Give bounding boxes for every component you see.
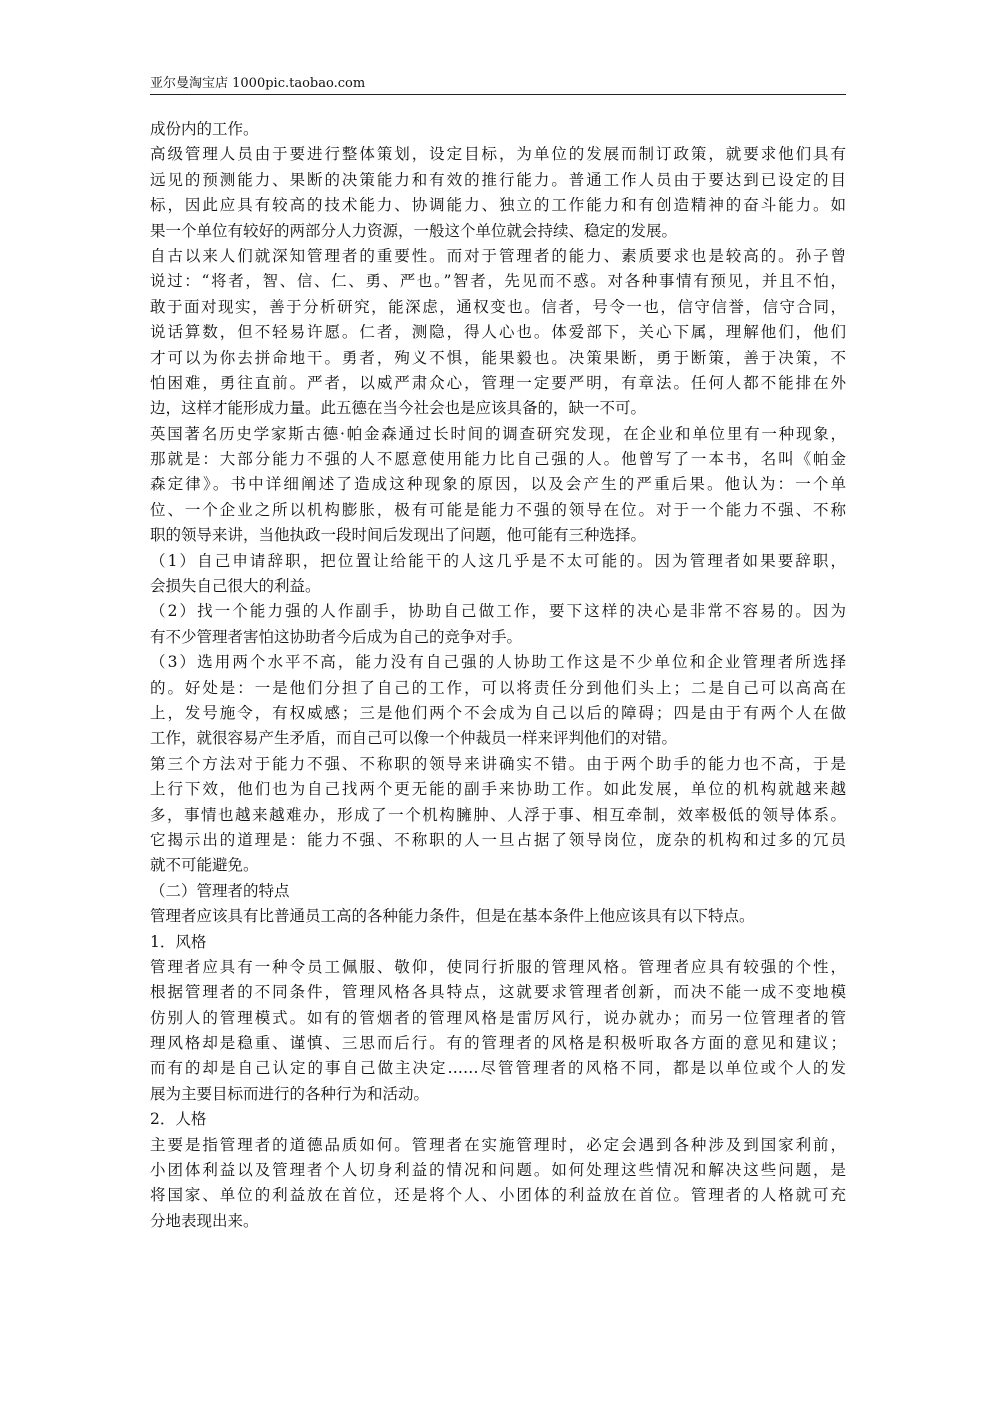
text-line: （1）自己申请辞职，把位置让给能干的人这几乎是不太可能的。因为管理者如果要辞职，	[150, 551, 846, 570]
text-line: 怕困难，勇往直前。严者，以威严肃众心，管理一定要严明，有章法。任何人都不能排在外	[150, 373, 846, 392]
text-line: 那就是：大部分能力不强的人不愿意使用能力比自己强的人。他曾写了一本书，名叫《帕金	[150, 450, 846, 469]
text-line: （2）找一个能力强的人作副手，协助自己做工作，要下这样的决心是非常不容易的。因为	[150, 602, 846, 621]
text-line: 上行下效，他们也为自己找两个更无能的副手来协助工作。如此发展，单位的机构就越来越	[150, 780, 846, 799]
text-line: 有不少管理者害怕这协助者今后成为自己的竞争对手。	[150, 627, 523, 646]
text-line: 的。好处是：一是他们分担了自己的工作，可以将责任分到他们头上；二是自己可以高高在	[150, 678, 846, 697]
text-line: 说过：“将者，智、信、仁、勇、严也。”智者，先见而不惑。对各种事情有预见，并且不怕，	[150, 272, 846, 291]
text-line: 说话算数，但不轻易许愿。仁者，测隐，得人心也。体爱部下，关心下属，理解他们，他们	[150, 323, 846, 342]
text-line: 而有的却是自己认定的事自己做主决定……尽管管理者的风格不同，都是以单位或个人的发	[150, 1059, 846, 1078]
text-line: 小团体利益以及管理者个人切身利益的情况和问题。如何处理这些情况和解决这些问题，是	[150, 1161, 846, 1180]
text-line: 将国家、单位的利益放在首位，还是将个人、小团体的利益放在首位。管理者的人格就可充	[150, 1186, 846, 1205]
text-line: 管理者应具有一种令员工佩服、敬仰，使同行折服的管理风格。管理者应具有较强的个性，	[150, 957, 846, 976]
text-line: 自古以来人们就深知管理者的重要性。而对于管理者的能力、素质要求也是较高的。孙子曾	[150, 246, 846, 265]
text-line: 才可以为你去拼命地干。勇者，殉义不惧，能果毅也。决策果断，勇于断策，善于决策，不	[150, 348, 846, 367]
text-line: 英国著名历史学家斯古德·帕金森通过长时间的调查研究发现，在企业和单位里有一种现象，	[150, 424, 846, 443]
text-line: 上，发号施令，有权威感；三是他们两个不会成为自己以后的障碍；四是由于有两个人在做	[150, 703, 846, 722]
text-line: 2．人格	[150, 1110, 207, 1129]
document-body	[150, 117, 846, 1234]
text-line: （3）选用两个水平不高，能力没有自己强的人协助工作这是不少单位和企业管理者所选择	[150, 653, 846, 672]
text-line: 管理者应该具有比普通员工高的各种能力条件，但是在基本条件上他应该具有以下特点。	[150, 907, 755, 926]
text-line: 敢于面对现实，善于分析研究，能深虑，通权变也。信者，号令一也，信守信誉，信守合同，	[150, 297, 846, 316]
text-line: 工作，就很容易产生矛盾，而自己可以像一个仲裁员一样来评判他们的对错。	[150, 729, 678, 748]
text-line: 远见的预测能力、果断的决策能力和有效的推行能力。普通工作人员由于要达到已设定的目	[150, 170, 846, 189]
text-line: 理风格却是稳重、谨慎、三思而后行。有的管理者的风格是积极听取各方面的意见和建议；	[150, 1034, 846, 1053]
text-line: 成份内的工作。	[150, 120, 259, 138]
text-line: 第三个方法对于能力不强、不称职的领导来讲确实不错。由于两个助手的能力也不高，于是	[150, 754, 846, 773]
header-text: 亚尔曼淘宝店 1000pic.taobao.com	[150, 76, 366, 91]
text-line: 多，事情也越来越难办，形成了一个机构臃肿、人浮于事、相互牵制，效率极低的领导体系。	[150, 805, 846, 824]
text-line: （二）管理者的特点	[150, 881, 290, 900]
text-line: 高级管理人员由于要进行整体策划，设定目标，为单位的发展而制订政策，就要求他们具有	[150, 145, 846, 164]
text-line: 边，这样才能形成力量。此五德在当今社会也是应该具备的，缺一不可。	[150, 399, 647, 418]
text-line: 分地表现出来。	[150, 1211, 259, 1230]
page-header	[150, 72, 846, 95]
text-line: 根据管理者的不同条件，管理风格各具特点，这就要求管理者创新，而决不能一成不变地模	[150, 983, 846, 1002]
text-line: 主要是指管理者的道德品质如何。管理者在实施管理时，必定会遇到各种涉及到国家利前，	[150, 1135, 846, 1154]
text-line: 职的领导来讲，当他执政一段时间后发现出了问题，他可能有三种选择。	[150, 526, 647, 545]
text-line: 仿别人的管理模式。如有的管烟者的管理风格是雷厉风行，说办就办；而另一位管理者的管	[150, 1008, 846, 1027]
text-line: 森定律》。书中详细阐述了造成这种现象的原因，以及会产生的严重后果。他认为：一个单	[150, 475, 846, 494]
text-line: 它揭示出的道理是：能力不强、不称职的人一旦占据了领导岗位，庞杂的机构和过多的冗员	[150, 830, 846, 849]
text-line: 会损失自己很大的利益。	[150, 577, 321, 596]
text-line: 果一个单位有较好的两部分人力资源，一般这个单位就会持续、稳定的发展。	[150, 221, 678, 240]
text-line: 位、一个企业之所以机构膨胀，极有可能是能力不强的领导在位。对于一个能力不强、不称	[150, 500, 846, 519]
text-line: 就不可能避免。	[150, 856, 259, 875]
text-line: 展为主要目标而进行的各种行为和活动。	[150, 1084, 430, 1103]
text-line: 标，因此应具有较高的技术能力、协调能力、独立的工作能力和有创造精神的奋斗能力。如	[150, 196, 846, 215]
text-line: 1．风格	[150, 932, 207, 951]
